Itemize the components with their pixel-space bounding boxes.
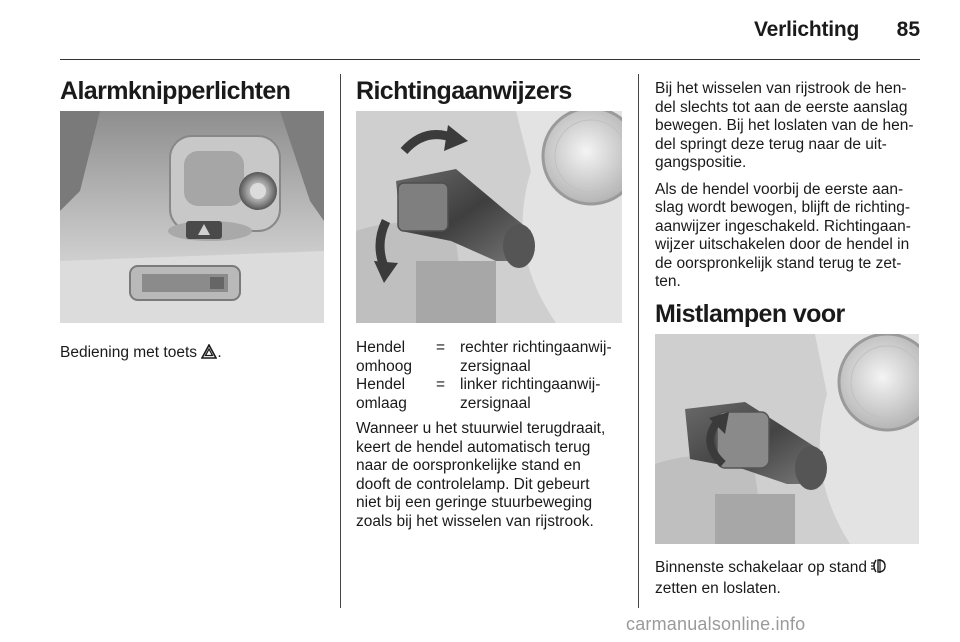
paragraph-line: del springt deze terug naar de uit-	[655, 135, 887, 153]
definition-term: omhoog	[356, 357, 413, 375]
turn-signal-lever-illustration	[356, 111, 622, 323]
definition-lever-up	[356, 339, 622, 376]
hazard-caption	[60, 344, 222, 365]
hazard-switch-illustration	[60, 111, 324, 323]
definition-equals: =	[436, 376, 446, 393]
paragraph-line: de oorspronkelijk stand terug te zet-	[655, 254, 902, 272]
definition-description: zersignaal	[460, 357, 531, 375]
paragraph-line: del slechts tot aan de eerste aanslag	[655, 98, 908, 116]
definition-lever-down	[356, 376, 622, 413]
paragraph-line: niet bij een geringe stuurbeweging	[356, 494, 593, 511]
section-title-hazard-lights: Alarmknipperlichten	[60, 77, 291, 105]
paragraph-line: Als de hendel voorbij de eerste aan-	[655, 180, 904, 198]
paragraph-line: naar de oorspronkelijke stand en	[356, 457, 581, 474]
hazard-warning-icon	[201, 344, 217, 365]
paragraph-line: ten.	[655, 273, 681, 290]
paragraph-line: wijzer uitschakelen door de hendel in	[655, 236, 910, 253]
paragraph-line: gangspositie.	[655, 154, 747, 171]
definition-term: Hendel	[356, 339, 406, 356]
column-divider-1	[340, 74, 341, 608]
paragraph	[655, 181, 914, 292]
definition-term: omlaag	[356, 394, 407, 412]
fog-caption-line2: zetten en loslaten.	[655, 579, 781, 597]
paragraph-line: Bij het wisselen van rijstrook de hen-	[655, 80, 907, 97]
fog-light-caption	[655, 558, 887, 598]
definition-equals: =	[436, 339, 446, 356]
hazard-caption-period: .	[217, 344, 222, 361]
front-fog-light-icon	[871, 558, 887, 580]
turn-signal-paragraph	[356, 420, 605, 531]
watermark-text: carmanualsonline.info	[626, 614, 806, 634]
paragraph-line: keert de hendel automatisch terug	[356, 438, 591, 456]
section-title-turn-signals: Richtingaanwijzers	[356, 77, 572, 105]
turn-signal-definitions	[356, 339, 622, 413]
fog-light-switch-illustration	[655, 334, 919, 544]
definition-description: zersignaal	[460, 394, 531, 412]
fog-caption-line1: Binnenste schakelaar op stand	[655, 559, 867, 576]
column-divider-2	[638, 74, 639, 608]
hazard-caption-text: Bediening met toets	[60, 344, 198, 361]
paragraph-line: aanwijzer ingeschakeld. Richtingaan-	[655, 217, 911, 235]
section-title-front-fog-lights: Mistlampen voor	[655, 300, 845, 328]
paragraph-line: slag wordt bewogen, blijft de richting-	[655, 199, 911, 216]
paragraph-line: bewegen. Bij het loslaten van de hen-	[655, 117, 914, 134]
paragraph-line: dooft de controlelamp. Dit gebeurt	[356, 475, 590, 493]
paragraph-line: Wanneer u het stuurwiel terugdraait,	[356, 420, 606, 437]
running-header-title: Verlichting	[754, 18, 860, 41]
definition-description: linker richtingaanwij-	[460, 376, 601, 393]
paragraph-line: zoals bij het wisselen van rijstrook.	[356, 512, 594, 530]
definition-term: Hendel	[356, 376, 406, 393]
header-rule	[60, 59, 920, 60]
definition-description: rechter richtingaanwij-	[460, 339, 612, 356]
paragraph	[655, 80, 914, 173]
lane-change-text	[655, 80, 914, 292]
page-number: 85	[896, 18, 920, 41]
